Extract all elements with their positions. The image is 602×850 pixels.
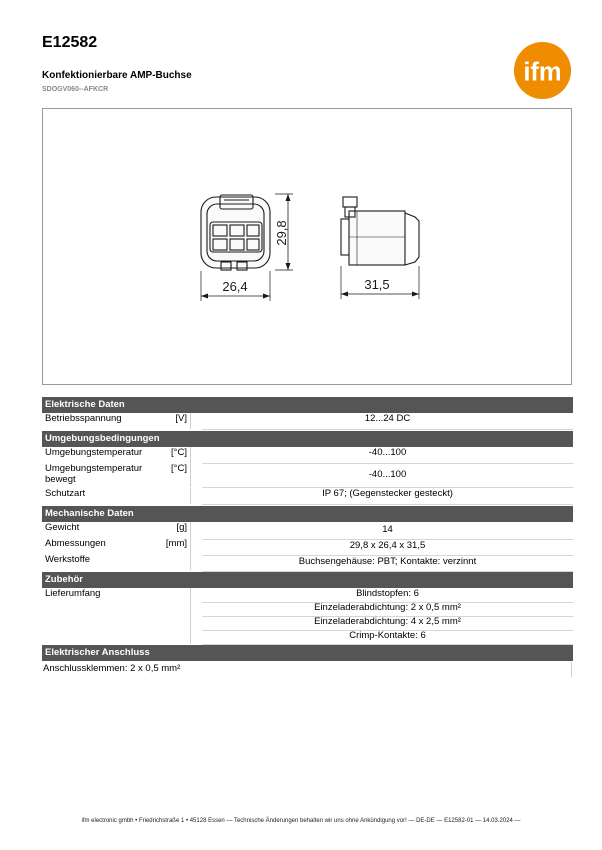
section-header-elektrischer-anschluss: Elektrischer Anschluss <box>42 645 573 661</box>
row-label: Umgebungstemperatur bewegt <box>45 463 143 485</box>
row-label: Werkstoffe <box>45 554 91 565</box>
row-value: -40...100 <box>202 447 573 464</box>
dimension-drawing <box>43 109 573 386</box>
row-unit: [g] <box>176 522 187 533</box>
table-row <box>42 663 573 677</box>
table-row <box>42 554 573 570</box>
row-unit: [V] <box>175 413 187 424</box>
row-value: 29,8 x 26,4 x 31,5 <box>202 540 573 556</box>
row-label: Schutzart <box>45 488 86 499</box>
row-value: Buchsengehäuse: PBT; Kontakte: verzinnt <box>202 556 573 572</box>
product-code: SDOGV060--AFKCR <box>42 86 109 93</box>
row-value: Einzeladerabdichtung: 4 x 2,5 mm² <box>202 616 573 631</box>
section-header-zubehoer: Zubehör <box>42 572 573 588</box>
section-header-mechanische-daten: Mechanische Daten <box>42 506 573 522</box>
table-row <box>42 538 573 554</box>
section-header-elektrische-daten: Elektrische Daten <box>42 397 573 413</box>
footer: ifm electronic gmbh • Friedrichstraße 1 • 45128 Essen — Technische Änderungen behalten wir uns ohne Ankündigung vor! — DE-DE — E12582-01 — 14.03.2024 — <box>81 818 521 824</box>
row-value: IP 67; (Gegenstecker gesteckt) <box>202 488 573 505</box>
row-label: Umgebungstemperatur <box>45 447 143 458</box>
dim-length-label: 31,5 <box>364 277 390 292</box>
table-row <box>42 463 573 487</box>
row-unit: [°C] <box>171 447 187 458</box>
row-unit: [mm] <box>165 538 187 549</box>
row-label: Betriebsspannung <box>45 413 122 424</box>
table-row <box>42 522 573 538</box>
table-row <box>42 413 573 429</box>
product-number: E12582 <box>42 34 98 51</box>
row-value: Einzeladerabdichtung: 2 x 0,5 mm² <box>202 602 573 617</box>
dim-height-label: 29,8 <box>274 220 289 246</box>
table-row <box>42 488 573 504</box>
row-unit: [°C] <box>171 463 187 474</box>
dimension-drawing-frame <box>42 108 572 385</box>
anschluss-text: Anschlussklemmen: 2 x 0,5 mm² <box>43 663 181 674</box>
dim-width-label: 26,4 <box>222 279 248 294</box>
row-value: -40...100 <box>202 469 573 488</box>
product-description: Konfektionierbare AMP-Buchse <box>42 70 192 81</box>
row-value: 14 <box>202 524 573 540</box>
row-value: Blindstopfen: 6 <box>202 588 573 603</box>
section-header-umgebungsbedingungen: Umgebungsbedingungen <box>42 431 573 447</box>
table-row <box>42 588 573 644</box>
row-label: Lieferumfang <box>45 588 101 599</box>
row-value: 12...24 DC <box>202 413 573 430</box>
row-label: Abmessungen <box>45 538 106 549</box>
row-value: Crimp-Kontakte: 6 <box>202 630 573 645</box>
row-label: Gewicht <box>45 522 80 533</box>
svg-text:ifm: ifm <box>523 58 562 87</box>
ifm-logo <box>513 41 572 100</box>
table-row <box>42 447 573 463</box>
